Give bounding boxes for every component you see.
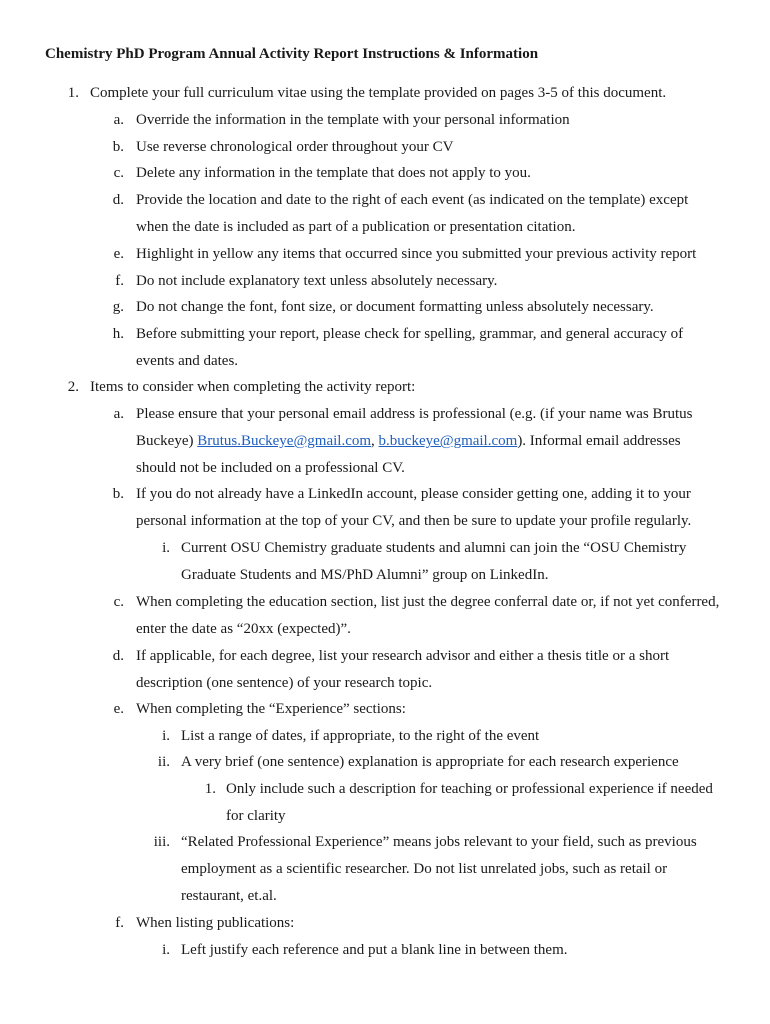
list-marker: c.: [113, 594, 124, 610]
list-item: Use reverse chronological order throughout your CV: [136, 139, 454, 155]
list-item: Do not change the font, font size, or document formatting unless absolutely necessary.: [136, 299, 654, 315]
list-item: If applicable, for each degree, list your research advisor and either a thesis title or a short: [136, 648, 670, 664]
list-item: Only include such a description for teaching or professional experience if needed: [226, 781, 713, 797]
section-2-heading: Items to consider when completing the activity report:: [90, 379, 416, 395]
list-item-continuation: restaurant, et.al.: [181, 888, 277, 904]
list-item: Before submitting your report, please check for spelling, grammar, and general accuracy of: [136, 326, 684, 342]
list-marker: 1.: [67, 85, 79, 101]
list-marker: d.: [112, 648, 124, 664]
list-item: Override the information in the template with your personal information: [136, 112, 570, 128]
list-item: When completing the education section, list just the degree conferral date or, if not yet conferred,: [136, 594, 720, 610]
text-span: Buckeye): [136, 433, 198, 449]
list-item-continuation: for clarity: [226, 808, 286, 824]
list-marker: ii.: [157, 754, 170, 770]
text-span: ). Informal email addresses: [517, 433, 681, 449]
list-item: When listing publications:: [136, 915, 295, 931]
document-title: Chemistry PhD Program Annual Activity Report Instructions & Information: [45, 46, 539, 62]
email-link-brutus[interactable]: Brutus.Buckeye@gmail.com: [197, 433, 372, 449]
list-marker: i.: [162, 728, 170, 744]
list-marker: e.: [113, 701, 124, 717]
list-marker: e.: [113, 246, 124, 262]
list-item-continuation: description (one sentence) of your research topic.: [136, 675, 433, 691]
list-marker: c.: [113, 165, 124, 181]
list-item-continuation: [136, 431, 681, 451]
list-item: Left justify each reference and put a blank line in between them.: [181, 942, 568, 958]
list-marker: d.: [112, 192, 124, 208]
list-marker: 1.: [204, 781, 216, 797]
list-item-continuation: should not be included on a professional CV.: [136, 460, 405, 476]
email-link-bbuckeye[interactable]: b.buckeye@gmail.com: [378, 433, 518, 449]
list-marker: f.: [115, 273, 124, 289]
list-item-continuation: employment as a scientific researcher. Do not list unrelated jobs, such as retail or: [181, 861, 668, 877]
list-item: Do not include explanatory text unless absolutely necessary.: [136, 273, 498, 289]
list-marker: h.: [112, 326, 124, 342]
list-item: “Related Professional Experience” means jobs relevant to your field, such as previous: [181, 834, 697, 850]
list-marker: f.: [115, 915, 124, 931]
list-item: Current OSU Chemistry graduate students and alumni can join the “OSU Chemistry: [181, 540, 687, 556]
section-1-heading: Complete your full curriculum vitae using the template provided on pages 3-5 of this document.: [90, 85, 667, 101]
list-item: Delete any information in the template that does not apply to you.: [136, 165, 531, 181]
list-item: Please ensure that your personal email address is professional (e.g. (if your name was Brutus: [136, 406, 693, 422]
list-item: Provide the location and date to the right of each event (as indicated on the template) except: [136, 192, 689, 208]
list-marker: a.: [113, 112, 124, 128]
list-item: If you do not already have a LinkedIn account, please consider getting one, adding it to your: [136, 486, 691, 502]
list-item-continuation: when the date is included as part of a publication or presentation citation.: [136, 219, 576, 235]
list-marker: b.: [112, 139, 124, 155]
list-marker: g.: [112, 299, 124, 315]
list-item-continuation: personal information at the top of your CV, and then be sure to update your profile regularly.: [136, 513, 692, 529]
list-marker: iii.: [153, 834, 170, 850]
list-item: A very brief (one sentence) explanation is appropriate for each research experience: [181, 754, 679, 770]
list-marker: i.: [162, 540, 170, 556]
list-marker: b.: [112, 486, 124, 502]
list-item: When completing the “Experience” sections:: [136, 701, 406, 717]
list-item: List a range of dates, if appropriate, to the right of the event: [181, 728, 540, 744]
list-marker: 2.: [67, 379, 79, 395]
list-marker: i.: [162, 942, 170, 958]
list-item-continuation: Graduate Students and MS/PhD Alumni” group on LinkedIn.: [181, 567, 549, 583]
list-item: Highlight in yellow any items that occurred since you submitted your previous activity report: [136, 246, 697, 262]
list-item-continuation: events and dates.: [136, 353, 239, 369]
list-item-continuation: enter the date as “20xx (expected)”.: [136, 621, 351, 637]
list-marker: a.: [113, 406, 124, 422]
text-span: ,: [371, 433, 379, 449]
